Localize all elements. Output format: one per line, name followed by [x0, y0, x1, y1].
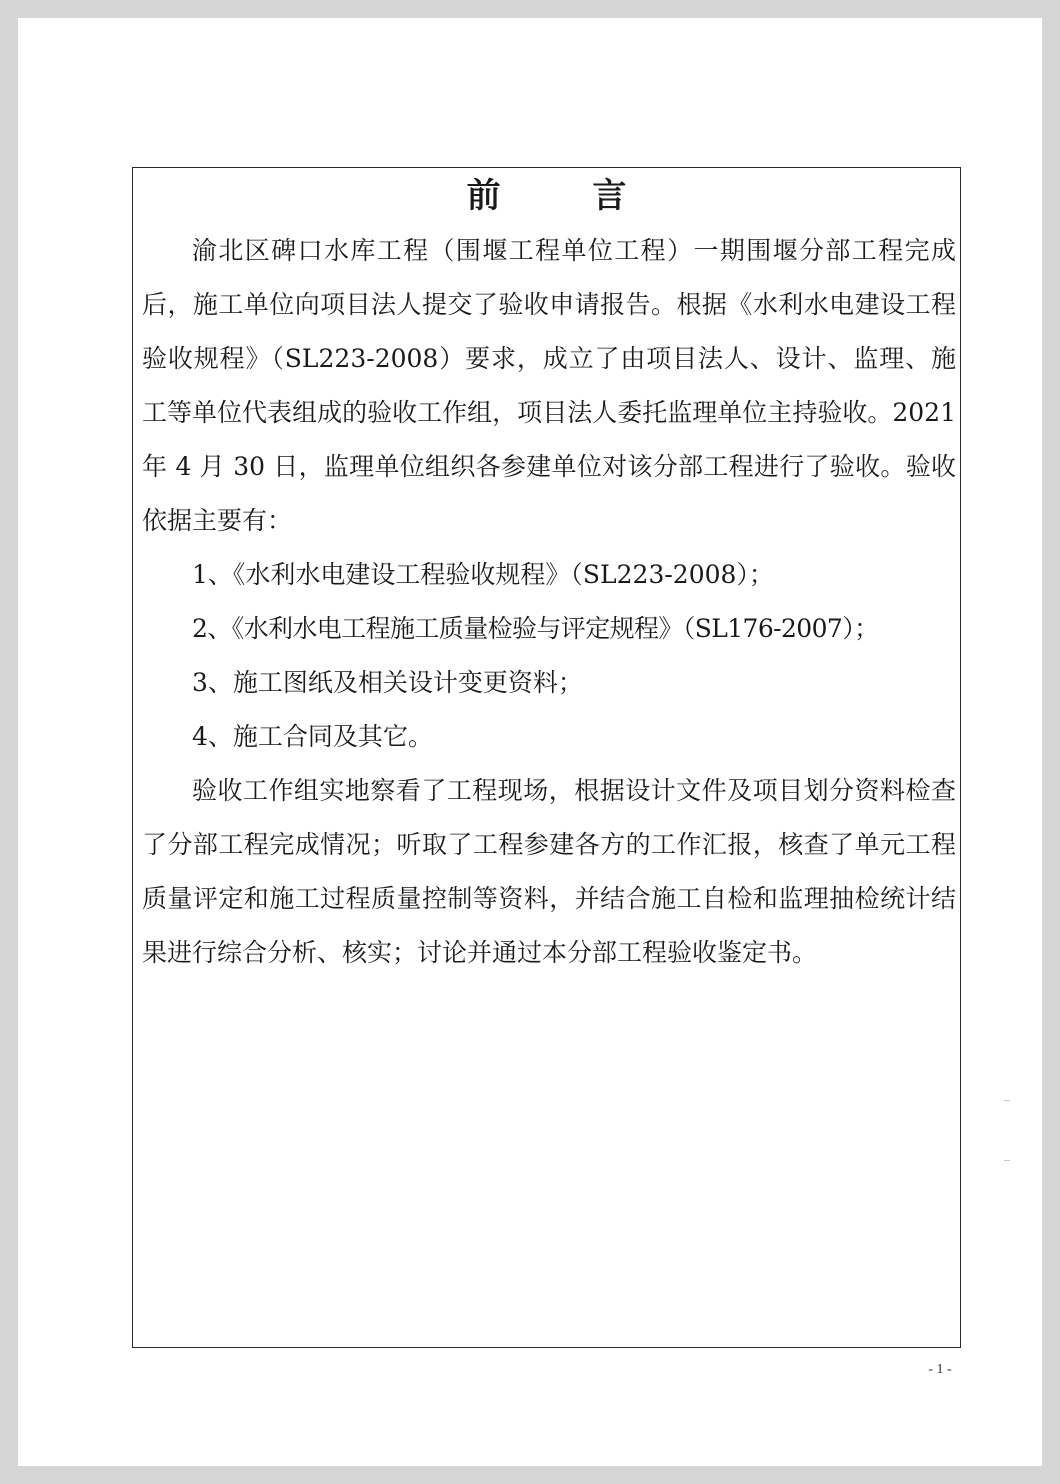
closing-paragraph: 验收工作组实地察看了工程现场，根据设计文件及项目划分资料检查了分部工程完成情况；听取了工程参建各方的工作汇报，核查了单元工程质量评定和施工过程质量控制等资料，并结合施工自检和监理抽检统计结果进行综合分析、核实；讨论并通过本分部工程验收鉴定书。 [142, 776, 956, 967]
basis-item-3: 3、施工图纸及相关设计变更资料； [192, 668, 583, 697]
document-title: 前 言 [466, 176, 667, 216]
basis-item-1: 1、《水利水电建设工程验收规程》（SL223-2008）； [192, 560, 774, 589]
document-body [142, 224, 956, 980]
scan-mark [1004, 1160, 1010, 1161]
basis-item-2: 2、《水利水电工程施工质量检验与评定规程》（SL176-2007）； [192, 614, 879, 643]
scan-mark [1004, 1100, 1010, 1101]
basis-item-4: 4、施工合同及其它。 [192, 722, 433, 751]
intro-paragraph: 渝北区碑口水库工程（围堰工程单位工程）一期围堰分部工程完成后，施工单位向项目法人提交了验收申请报告。根据《水利水电建设工程验收规程》（SL223-2008）要求，成立了由项目法人、设计、监理、施工等单位代表组成的验收工作组，项目法人委托监理单位主持验收。2021 年 4 月 30 日，监理单位组织各参建单位对该分部工程进行了验收。验收依据主要有： [142, 236, 956, 535]
page-number: - 1 - [928, 1362, 952, 1377]
